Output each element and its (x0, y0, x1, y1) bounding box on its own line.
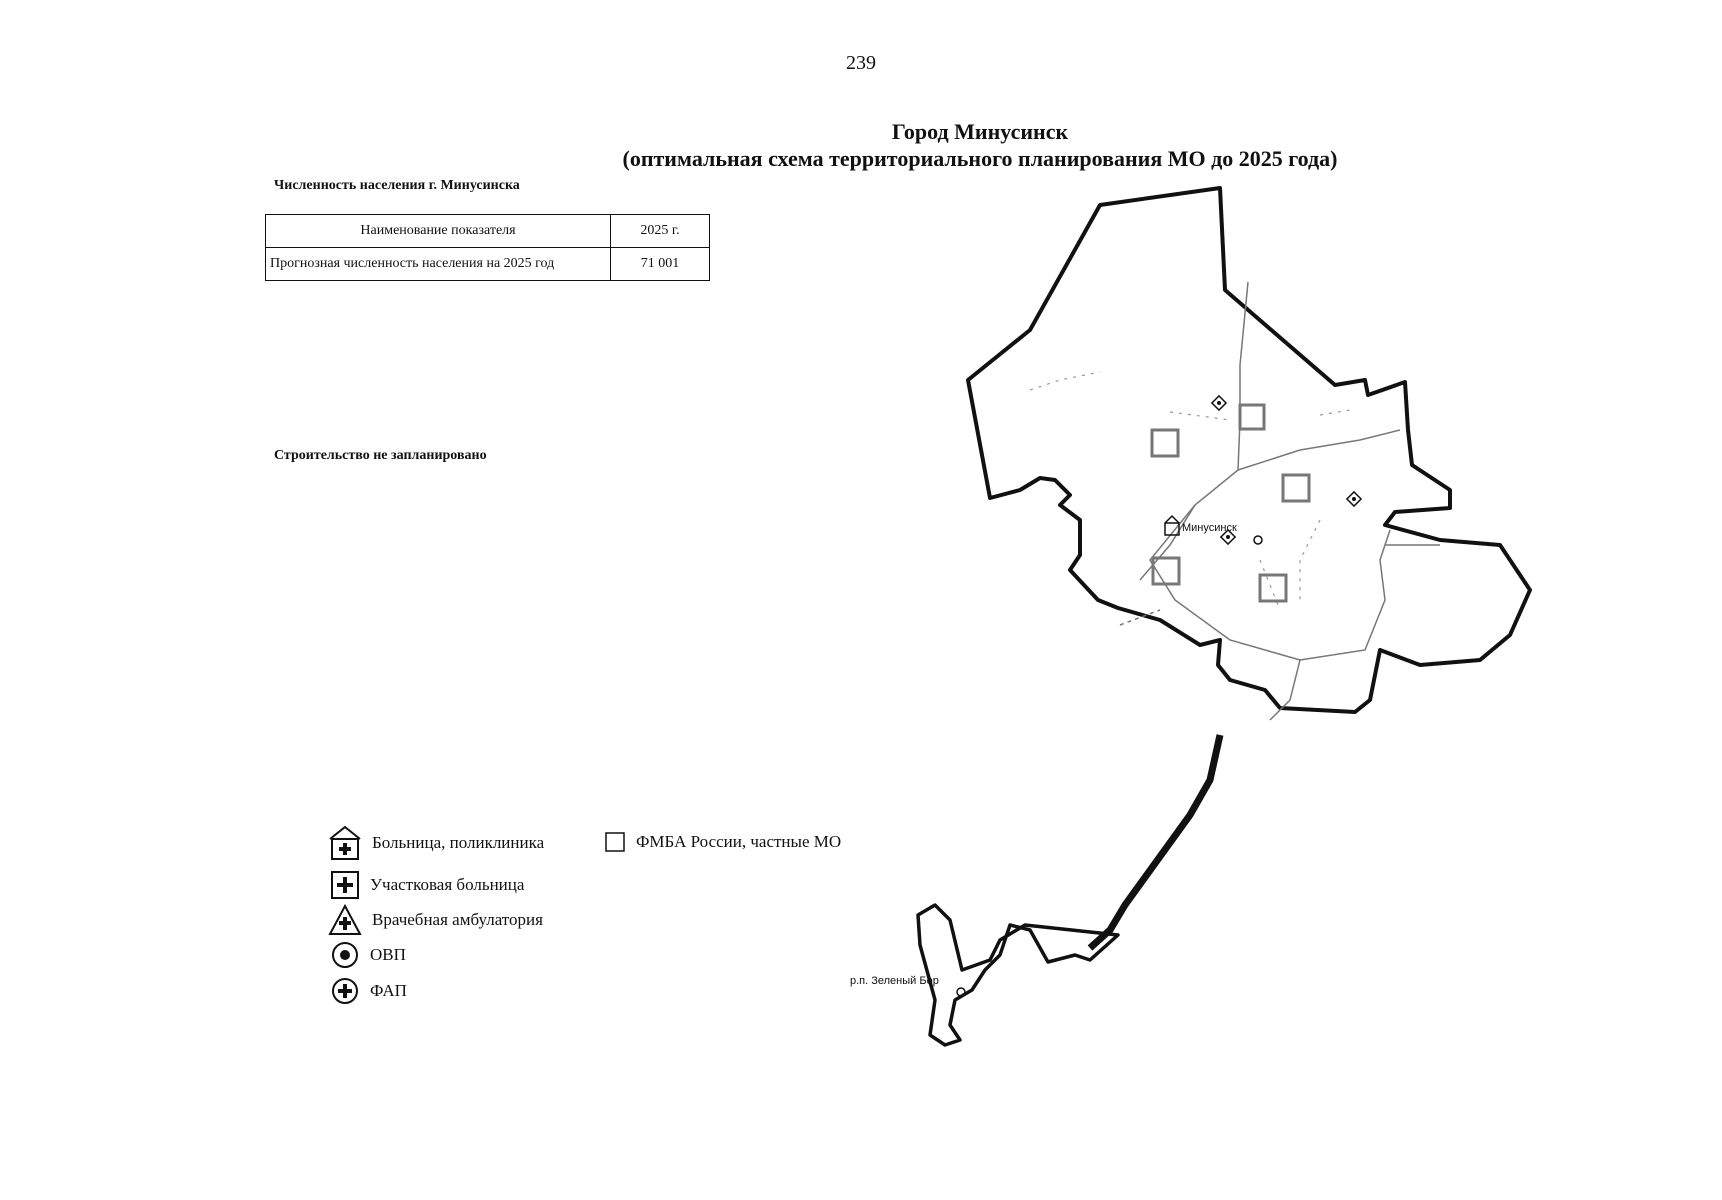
road (1238, 430, 1400, 470)
fmba-icon (604, 831, 626, 853)
header-indicator: Наименование показателя (266, 215, 611, 248)
header-year: 2025 г. (611, 215, 710, 248)
legend-hospital-label: Больница, поликлиника (372, 833, 545, 852)
fmba-marker (1260, 575, 1286, 601)
row-indicator: Прогнозная численность населения на 2025 год (266, 248, 611, 281)
legend-ambulatory (328, 904, 543, 936)
settlement-label: р.п. Зеленый Бор (850, 975, 939, 987)
road (1030, 372, 1350, 420)
legend-hospital (328, 825, 544, 861)
settlement-boundary (918, 905, 1118, 1045)
road (1270, 660, 1300, 720)
fap-icon (330, 976, 360, 1006)
corridor (1090, 735, 1220, 948)
road (1260, 520, 1320, 610)
facility-diamond-marker (1212, 396, 1226, 410)
legend-fap-label: ФАП (370, 981, 407, 1000)
row-value: 71 001 (611, 248, 710, 281)
fmba-marker (1240, 405, 1264, 429)
legend-fmba-label: ФМБА России, частные МО (636, 832, 842, 851)
legend-ambulatory-label: Врачебная амбулатория (372, 910, 543, 929)
legend-ovp-label: ОВП (370, 945, 406, 964)
ovp-marker (1254, 536, 1262, 544)
ambulatory-icon (328, 904, 362, 936)
facility-diamond-marker (1347, 492, 1361, 506)
legend-district-hospital (330, 870, 524, 900)
fmba-marker (1283, 475, 1309, 501)
legend-district-hospital-label: Участковая больница (370, 875, 525, 894)
city-boundary (968, 188, 1530, 712)
page-number: 239 (846, 52, 876, 74)
title-line-2: (оптимальная схема территориального планирования МО до 2025 года) (622, 146, 1338, 171)
construction-note: Строительство не запланировано (274, 448, 487, 463)
fmba-marker (1152, 430, 1178, 456)
legend-fmba (604, 831, 841, 853)
legend-ovp (330, 940, 406, 970)
hospital-icon (328, 825, 362, 861)
ovp-icon (330, 940, 360, 970)
population-caption: Численность населения г. Минусинска (274, 178, 520, 193)
title-line-1: Город Минусинск (891, 119, 1069, 144)
district-hospital-icon (330, 870, 360, 900)
legend-fap (330, 976, 407, 1006)
city-label: Минусинск (1182, 522, 1237, 534)
